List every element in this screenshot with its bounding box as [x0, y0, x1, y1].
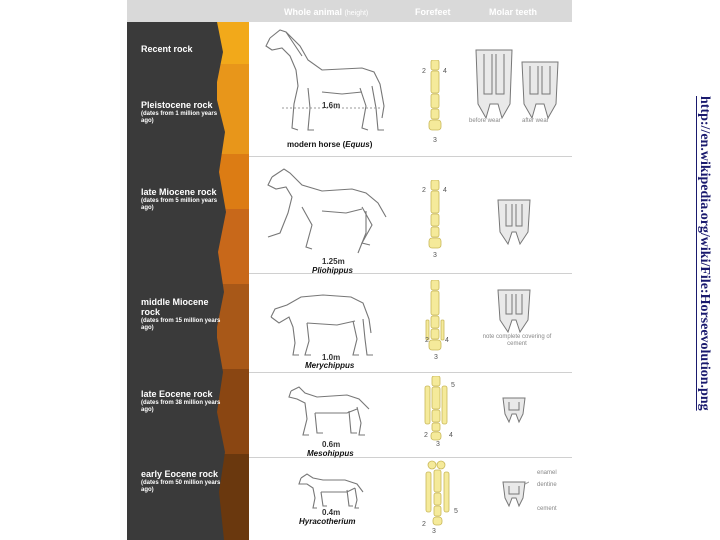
mesohippus-molar-tooth [499, 394, 529, 424]
pliohippus-digit-3: 3 [433, 252, 437, 259]
equus-digit-3: 3 [433, 137, 437, 144]
hyracotherium-molar-tooth [499, 478, 529, 508]
hyracotherium-drawing [297, 470, 367, 510]
rock-label-recent: Recent rock [141, 44, 193, 54]
rock-label-late-miocene: late Miocene rock (dates from 5 million years ago) [141, 187, 218, 211]
merychippus-tooth-note: note complete covering of cement [482, 334, 552, 347]
merychippus-label: Merychippus [305, 361, 355, 370]
equus-digit-2: 2 [422, 68, 426, 75]
pliohippus-drawing [262, 163, 390, 259]
mesohippus-height: 0.6m [322, 440, 341, 449]
mesohippus-label: Mesohippus [307, 449, 354, 458]
rock-label-late-eocene: late Eocene rock (dates from 38 million years ago) [141, 389, 221, 413]
rock-label-pleistocene: Pleistocene rock (dates from 1 million years ago) [141, 100, 218, 124]
equus-digit-4: 4 [443, 68, 447, 75]
equus-height: 1.6m [322, 101, 341, 110]
row-divider [249, 457, 572, 458]
pliohippus-forefoot [425, 180, 445, 250]
equus-forefoot [425, 60, 445, 136]
mesohippus-digit-2: 2 [424, 432, 428, 439]
merychippus-height: 1.0m [322, 353, 341, 362]
mesohippus-digit-3: 3 [436, 441, 440, 448]
hyracotherium-label: Hyracotherium [299, 517, 356, 526]
pliohippus-label: Pliohippus [312, 266, 353, 275]
rock-label-early-eocene: early Eocene rock (dates from 50 million years ago) [141, 469, 221, 493]
hyracotherium-digit-5: 5 [454, 508, 458, 515]
merychippus-digit-2: 2 [425, 337, 429, 344]
tooth-label-dentine: dentine [537, 482, 557, 488]
hyracotherium-height: 0.4m [322, 508, 341, 517]
tooth-label-enamel: enamel [537, 470, 557, 476]
hyracotherium-forefoot [423, 460, 453, 530]
tooth-caption-before-wear: before wear [469, 118, 501, 124]
tooth-caption-after-wear: after wear [522, 118, 549, 124]
rock-label-middle-miocene: middle Miocene rock (dates from 15 million years ago) [141, 297, 221, 331]
rock-column [127, 22, 249, 540]
equus-molar-teeth [472, 44, 562, 120]
merychippus-drawing [267, 283, 377, 359]
header-forefeet: Forefeet [415, 7, 451, 17]
pliohippus-digit-4: 4 [443, 187, 447, 194]
mesohippus-digit-5: 5 [451, 382, 455, 389]
mesohippus-drawing [287, 383, 377, 439]
header-molar-teeth: Molar teeth [489, 7, 538, 17]
hyracotherium-digit-2: 2 [422, 521, 426, 528]
merychippus-digit-3: 3 [434, 354, 438, 361]
row-divider [249, 372, 572, 373]
mesohippus-digit-4: 4 [449, 432, 453, 439]
pliohippus-height: 1.25m [322, 257, 345, 266]
pliohippus-digit-2: 2 [422, 187, 426, 194]
merychippus-molar-tooth [494, 286, 534, 334]
tooth-label-cement: cement [537, 506, 557, 512]
equus-horse-drawing [262, 26, 390, 138]
merychippus-digit-4: 4 [445, 337, 449, 344]
source-link[interactable]: http://en.wikipedia.org/wiki/File:Horseevolution.png [697, 96, 712, 411]
header-whole-animal: Whole animal (height) [284, 7, 369, 17]
equus-label: modern horse (Equus) [287, 140, 373, 149]
pliohippus-molar-tooth [494, 196, 534, 246]
horse-evolution-figure [127, 0, 572, 540]
row-divider [249, 273, 572, 274]
row-divider [249, 156, 572, 157]
hyracotherium-digit-3: 3 [432, 528, 436, 535]
